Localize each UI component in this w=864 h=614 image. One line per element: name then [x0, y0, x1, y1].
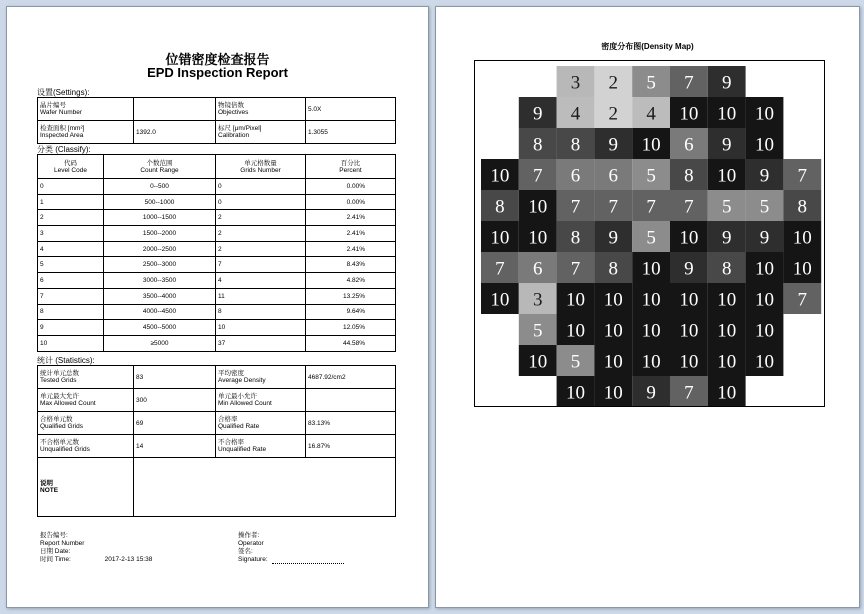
- grids-number-cell: 8: [216, 304, 306, 320]
- density-cell: [481, 283, 519, 314]
- operator-en: Operator: [238, 540, 264, 547]
- report-number-cn: 报告编号:: [40, 532, 68, 539]
- density-cell: [594, 190, 632, 221]
- density-cell-value: 9: [608, 227, 619, 249]
- stats-row: [38, 412, 396, 435]
- percent-cell: 13.25%: [306, 288, 396, 304]
- time-label: 时间 Time:: [40, 556, 71, 563]
- density-cell: [632, 376, 670, 406]
- density-cell-value: 7: [646, 196, 656, 218]
- classify-row: [38, 335, 396, 351]
- grids-number-cell: 0: [216, 194, 306, 210]
- density-cell-value: 10: [755, 351, 774, 373]
- density-cell: [519, 97, 557, 128]
- density-cell-value: 10: [679, 320, 699, 342]
- classify-row: [38, 273, 396, 289]
- stats-key: 合格率 Qualified Rate: [216, 412, 306, 435]
- density-cell-value: 10: [717, 351, 737, 373]
- note-content: [134, 458, 396, 517]
- percent-cell: 4.82%: [306, 273, 396, 289]
- density-cell: [746, 252, 784, 283]
- density-cell: [708, 314, 746, 345]
- settings-label: 设置(Settings):: [37, 88, 90, 97]
- stats-value: 300: [134, 389, 216, 412]
- density-cell-value: 10: [679, 351, 699, 373]
- classify-row: [38, 179, 396, 195]
- density-cell: [783, 283, 821, 314]
- density-cell: [708, 66, 746, 97]
- density-cell-value: 10: [679, 227, 699, 249]
- density-cell-value: 3: [570, 72, 581, 94]
- density-cell: [746, 97, 784, 128]
- density-cell: [519, 252, 557, 283]
- count-range-cell: 2000--2500: [104, 241, 216, 257]
- density-cell: [594, 252, 632, 283]
- count-range-cell: 4500--5000: [104, 320, 216, 336]
- density-cell-value: 4: [646, 103, 656, 125]
- density-cell-value: 10: [679, 289, 699, 311]
- settings-row: [38, 121, 396, 144]
- density-cell-value: 5: [646, 72, 656, 94]
- density-cell-value: 10: [717, 103, 737, 125]
- density-cell-value: 8: [495, 196, 505, 218]
- density-cell-value: 8: [721, 258, 732, 280]
- density-map-page: [435, 6, 860, 608]
- density-cell-value: 7: [684, 196, 694, 218]
- density-cell: [783, 159, 821, 190]
- level-code-cell: 2: [38, 210, 104, 226]
- grids-number-cell: 11: [216, 288, 306, 304]
- classify-row: [38, 194, 396, 210]
- level-code-cell: 5: [38, 257, 104, 273]
- settings-key: 物镜倍数 Objectives: [216, 98, 306, 121]
- settings-key: 检查面积 [mm²] Inspected Area: [38, 121, 134, 144]
- density-cell: [632, 66, 670, 97]
- density-cell-value: 5: [646, 165, 656, 187]
- density-cell: [632, 190, 670, 221]
- density-cell: [670, 221, 708, 252]
- density-cell-value: 7: [608, 196, 619, 218]
- stats-key: 不合格率 Unqualified Rate: [216, 435, 306, 458]
- count-range-cell: 2500--3000: [104, 257, 216, 273]
- density-cell: [708, 283, 746, 314]
- density-cell-value: 10: [566, 289, 585, 311]
- density-cell: [632, 283, 670, 314]
- density-cell-value: 10: [490, 227, 510, 249]
- footer-left: [40, 532, 152, 564]
- density-map-frame: [474, 60, 825, 407]
- density-cell: [632, 221, 670, 252]
- classify-row: [38, 257, 396, 273]
- density-cell-value: 5: [721, 196, 732, 218]
- density-cell-value: 9: [759, 227, 770, 249]
- density-cell: [632, 345, 670, 376]
- classify-header-row: [38, 155, 396, 179]
- settings-value: [134, 98, 216, 121]
- count-range-cell: 1500--2000: [104, 226, 216, 242]
- time-value: 2017-2-13 15:38: [104, 556, 153, 563]
- grids-number-cell: 2: [216, 241, 306, 257]
- density-cell: [519, 190, 557, 221]
- percent-cell: 0.00%: [306, 194, 396, 210]
- density-cell: [594, 376, 632, 406]
- signature-row: [238, 556, 344, 564]
- density-cell: [746, 159, 784, 190]
- density-cell-value: 10: [528, 351, 548, 373]
- stats-value: 83.13%: [306, 412, 396, 435]
- density-cell: [557, 283, 595, 314]
- density-cell: [557, 66, 595, 97]
- classify-label: 分类 (Classify):: [37, 145, 91, 154]
- density-cell: [670, 283, 708, 314]
- count-range-cell: 500--1000: [104, 194, 216, 210]
- density-cell-value: 9: [759, 165, 770, 187]
- density-cell: [557, 314, 595, 345]
- density-cell: [708, 97, 746, 128]
- footer-right: [238, 532, 344, 564]
- density-cell: [670, 345, 708, 376]
- density-cell: [746, 345, 784, 376]
- level-code-cell: 4: [38, 241, 104, 257]
- density-cell-value: 9: [646, 382, 656, 404]
- header-grids-number: 单元格数量 Grids Number: [216, 155, 306, 179]
- density-cell-value: 9: [532, 103, 543, 125]
- density-cell: [519, 314, 557, 345]
- density-cell-value: 10: [566, 320, 585, 342]
- grids-number-cell: 10: [216, 320, 306, 336]
- density-map: [475, 61, 824, 406]
- density-cell: [783, 190, 821, 221]
- density-cell: [783, 252, 821, 283]
- header-level-code: 代码 Level Code: [38, 155, 104, 179]
- classify-table: [37, 154, 396, 179]
- count-range-cell: 4000--4500: [104, 304, 216, 320]
- density-cell: [746, 314, 784, 345]
- stats-key: 单元最小允许 Min Allowed Count: [216, 389, 306, 412]
- density-cell: [708, 376, 746, 406]
- density-cell-value: 7: [684, 382, 694, 404]
- density-cell: [708, 190, 746, 221]
- density-cell: [632, 97, 670, 128]
- density-cell-value: 10: [679, 103, 699, 125]
- stats-key: 合格单元数 Qualified Grids: [38, 412, 134, 435]
- classify-row: [38, 241, 396, 257]
- grids-number-cell: 0: [216, 179, 306, 195]
- density-cell: [670, 376, 708, 406]
- settings-row: [38, 98, 396, 121]
- stats-key: 不合格单元数 Unqualified Grids: [38, 435, 134, 458]
- density-cell-value: 6: [608, 165, 619, 187]
- density-cell: [632, 252, 670, 283]
- level-code-cell: 10: [38, 335, 104, 351]
- density-cell: [746, 190, 784, 221]
- density-cell-value: 7: [797, 165, 808, 187]
- density-cell-value: 8: [570, 134, 581, 156]
- percent-cell: 2.41%: [306, 226, 396, 242]
- density-cell-value: 5: [532, 320, 543, 342]
- density-cell: [481, 252, 519, 283]
- density-cell-value: 10: [792, 258, 812, 280]
- density-cell-value: 10: [528, 196, 548, 218]
- density-cell: [670, 128, 708, 159]
- report-number-en: Report Number: [40, 540, 85, 547]
- density-map-title: 密度分布图(Density Map): [601, 42, 694, 51]
- density-cell: [708, 252, 746, 283]
- classify-body: [37, 178, 396, 352]
- stats-value: 83: [134, 366, 216, 389]
- percent-cell: 8.43%: [306, 257, 396, 273]
- density-cell-value: 10: [717, 320, 737, 342]
- density-cell-value: 9: [608, 134, 619, 156]
- density-cell-value: 10: [755, 103, 774, 125]
- percent-cell: 9.64%: [306, 304, 396, 320]
- time-row: [40, 556, 152, 564]
- classify-row: [38, 304, 396, 320]
- density-cell: [708, 128, 746, 159]
- density-cell: [746, 128, 784, 159]
- density-cell-value: 9: [684, 258, 694, 280]
- density-cell-value: 7: [495, 258, 505, 280]
- report-title-en: EPD Inspection Report: [147, 65, 288, 80]
- statistics-label: 统计 (Statistics):: [37, 356, 95, 365]
- header-count-range: 个数范围 Count Range: [104, 155, 216, 179]
- density-cell: [481, 221, 519, 252]
- density-cell: [708, 345, 746, 376]
- density-cell-value: 10: [603, 320, 623, 342]
- stats-value: [306, 389, 396, 412]
- count-range-cell: 3500--4000: [104, 288, 216, 304]
- density-cell: [557, 159, 595, 190]
- stats-row: [38, 435, 396, 458]
- density-cell-value: 10: [755, 289, 774, 311]
- grids-number-cell: 4: [216, 273, 306, 289]
- density-cell-value: 10: [603, 289, 623, 311]
- density-cell-value: 10: [755, 134, 774, 156]
- density-cell: [670, 252, 708, 283]
- stats-row: [38, 366, 396, 389]
- density-cell: [670, 159, 708, 190]
- density-cell: [594, 283, 632, 314]
- density-cell: [594, 97, 632, 128]
- density-cell: [594, 128, 632, 159]
- note-label: 说明 NOTE: [38, 458, 134, 517]
- density-cell-value: 10: [717, 289, 737, 311]
- density-cell-value: 8: [570, 227, 581, 249]
- density-cell-value: 4: [570, 103, 581, 125]
- density-cell-value: 2: [608, 103, 619, 125]
- density-cell-value: 5: [646, 227, 656, 249]
- density-cell-value: 3: [532, 289, 543, 311]
- density-cell: [519, 283, 557, 314]
- level-code-cell: 1: [38, 194, 104, 210]
- signature-cn: 签名:: [238, 548, 253, 555]
- level-code-cell: 7: [38, 288, 104, 304]
- level-code-cell: 0: [38, 179, 104, 195]
- density-cell-value: 2: [608, 72, 619, 94]
- statistics-table: [37, 365, 396, 517]
- density-cell-value: 10: [641, 351, 661, 373]
- signature-line: [272, 563, 344, 564]
- density-cell-value: 10: [641, 134, 661, 156]
- density-cell: [519, 221, 557, 252]
- density-cell: [557, 376, 595, 406]
- density-cell-value: 10: [528, 227, 548, 249]
- count-range-cell: ≥5000: [104, 335, 216, 351]
- date-label: 日期 Date:: [40, 548, 71, 555]
- density-cell-value: 6: [684, 134, 694, 156]
- settings-table: [37, 97, 396, 144]
- density-cell: [746, 283, 784, 314]
- density-cell: [632, 159, 670, 190]
- count-range-cell: 3000--3500: [104, 273, 216, 289]
- stats-key: 单元最大允许 Max Allowed Count: [38, 389, 134, 412]
- density-cell: [557, 252, 595, 283]
- percent-cell: 12.05%: [306, 320, 396, 336]
- operator-cn: 操作者:: [238, 532, 260, 539]
- density-cell: [557, 97, 595, 128]
- density-cell-value: 8: [532, 134, 543, 156]
- stats-value: 14: [134, 435, 216, 458]
- level-code-cell: 9: [38, 320, 104, 336]
- density-cell: [670, 97, 708, 128]
- level-code-cell: 8: [38, 304, 104, 320]
- density-cell: [519, 128, 557, 159]
- header-percent: 百分比 Percent: [306, 155, 396, 179]
- report-title-cn: 位错密度检查报告: [165, 52, 270, 67]
- density-cell: [594, 314, 632, 345]
- density-cell-value: 10: [641, 289, 661, 311]
- density-cell-value: 9: [721, 227, 732, 249]
- density-cell-value: 9: [721, 72, 732, 94]
- density-cell-value: 10: [792, 227, 812, 249]
- density-cell-value: 10: [566, 382, 585, 404]
- stats-row: [38, 389, 396, 412]
- stats-value: 4687.92/cm2: [306, 366, 396, 389]
- grids-number-cell: 7: [216, 257, 306, 273]
- density-cell: [708, 159, 746, 190]
- density-cell-value: 10: [717, 382, 737, 404]
- density-cell-value: 7: [532, 165, 543, 187]
- density-cell-value: 10: [603, 382, 623, 404]
- density-cell: [557, 128, 595, 159]
- density-cell: [594, 345, 632, 376]
- density-cell-value: 10: [603, 351, 623, 373]
- density-cell: [670, 190, 708, 221]
- density-cell: [632, 314, 670, 345]
- density-cell-value: 7: [570, 258, 581, 280]
- count-range-cell: 0--500: [104, 179, 216, 195]
- percent-cell: 2.41%: [306, 210, 396, 226]
- density-cell-value: 8: [608, 258, 619, 280]
- grids-number-cell: 2: [216, 210, 306, 226]
- level-code-cell: 3: [38, 226, 104, 242]
- report-page: [6, 6, 429, 608]
- density-cell: [481, 190, 519, 221]
- grids-number-cell: 37: [216, 335, 306, 351]
- density-cell: [481, 159, 519, 190]
- density-cell-value: 10: [717, 165, 737, 187]
- percent-cell: 0.00%: [306, 179, 396, 195]
- density-cell-value: 6: [532, 258, 543, 280]
- density-cell: [557, 190, 595, 221]
- density-cell: [594, 159, 632, 190]
- percent-cell: 44.58%: [306, 335, 396, 351]
- density-cell-value: 8: [797, 196, 808, 218]
- density-cell: [594, 66, 632, 97]
- density-cell: [557, 221, 595, 252]
- stats-value: 16.87%: [306, 435, 396, 458]
- density-cell: [746, 221, 784, 252]
- density-cell-value: 6: [570, 165, 581, 187]
- settings-value: 1.3055: [306, 121, 396, 144]
- density-cell-value: 10: [490, 289, 510, 311]
- settings-key: 标尺 [μm/Pixel] Calibration: [216, 121, 306, 144]
- settings-value: 1392.0: [134, 121, 216, 144]
- stats-key: 统计单元总数 Tested Grids: [38, 366, 134, 389]
- count-range-cell: 1000--1500: [104, 210, 216, 226]
- density-cell-value: 10: [641, 258, 661, 280]
- density-cell-value: 10: [641, 320, 661, 342]
- density-cell-value: 9: [721, 134, 732, 156]
- classify-row: [38, 226, 396, 242]
- density-cell-value: 7: [797, 289, 808, 311]
- density-cell-value: 10: [755, 258, 774, 280]
- classify-row: [38, 210, 396, 226]
- density-cell: [557, 345, 595, 376]
- percent-cell: 2.41%: [306, 241, 396, 257]
- density-cell-value: 10: [755, 320, 774, 342]
- signature-en: Signature:: [238, 556, 268, 563]
- settings-value: 5.0X: [306, 98, 396, 121]
- density-cell: [670, 66, 708, 97]
- density-cell-value: 8: [684, 165, 694, 187]
- density-cell-value: 5: [570, 351, 581, 373]
- density-cell: [519, 345, 557, 376]
- density-cell: [594, 221, 632, 252]
- density-cell-value: 7: [570, 196, 581, 218]
- classify-row: [38, 288, 396, 304]
- density-cell: [519, 159, 557, 190]
- density-cell: [708, 221, 746, 252]
- stats-key: 平均密度 Average Density: [216, 366, 306, 389]
- note-row: [38, 458, 396, 517]
- classify-row: [38, 320, 396, 336]
- density-cell: [670, 314, 708, 345]
- density-cell-value: 10: [490, 165, 510, 187]
- grids-number-cell: 2: [216, 226, 306, 242]
- density-cell: [783, 221, 821, 252]
- density-cell-value: 7: [684, 72, 694, 94]
- settings-key: 晶片编号 Wafer Number: [38, 98, 134, 121]
- stats-value: 69: [134, 412, 216, 435]
- density-cell-value: 5: [759, 196, 770, 218]
- density-cell: [632, 128, 670, 159]
- level-code-cell: 6: [38, 273, 104, 289]
